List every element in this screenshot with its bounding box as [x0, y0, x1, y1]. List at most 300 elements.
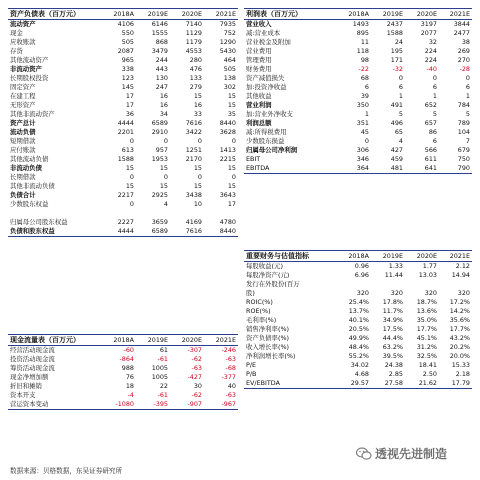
cell-value: 15 — [193, 92, 202, 101]
year-header: 2018A — [338, 251, 371, 262]
row-label: 每股收益(元) — [246, 262, 283, 271]
cell-value: 2477 — [453, 29, 470, 38]
cell-value: 8440 — [219, 119, 236, 128]
cell-value: 34 — [159, 110, 168, 119]
cell-value: 566 — [424, 146, 437, 155]
cell-value: 2170 — [185, 155, 202, 164]
cell-value: 1251 — [185, 146, 202, 155]
cell-value: 104 — [457, 128, 470, 137]
row-label: 减:所得税费用 — [246, 128, 287, 137]
cell-value: 38 — [461, 38, 470, 47]
cell-value: 30 — [193, 382, 202, 391]
cell-value: 641 — [405, 164, 439, 174]
table-row — [244, 56, 472, 65]
cell-value: 4553 — [185, 47, 202, 56]
row-label: 资产总计 — [10, 119, 36, 128]
row-label: 经营活动现金流 — [10, 346, 55, 355]
cell-value: 35 — [227, 110, 236, 119]
table-row — [8, 191, 238, 200]
row-label: 毛利率(%) — [246, 316, 277, 325]
table-row — [8, 364, 238, 373]
table-row — [8, 128, 238, 137]
year-header: 2020E — [405, 9, 439, 20]
table-row — [8, 83, 238, 92]
table-row — [8, 47, 238, 56]
year-header: 2018A — [104, 335, 136, 346]
cell-value: 98 — [360, 56, 369, 65]
row-label: 营业利润 — [246, 101, 272, 110]
cell-value: 790 — [439, 164, 472, 174]
cell-value: -63 — [225, 355, 236, 364]
cell-value: 18.41 — [418, 361, 437, 370]
table-row — [244, 101, 472, 110]
cell-value: 20.5% — [348, 325, 369, 334]
cell-value — [170, 209, 204, 218]
table-row — [8, 92, 238, 101]
cell-value: 5 — [398, 110, 403, 119]
cell-value: 4169 — [185, 218, 202, 227]
table-row — [8, 74, 238, 83]
cell-value — [405, 280, 439, 289]
cell-value: 0 — [465, 74, 470, 83]
cell-value: 1 — [364, 110, 369, 119]
table-row — [244, 119, 472, 128]
table-row — [244, 128, 472, 137]
row-label: 其他非流动负债 — [10, 182, 55, 191]
cell-value: 279 — [189, 83, 202, 92]
cell-value: 351 — [356, 119, 369, 128]
table-row — [8, 200, 238, 209]
cell-value: 11 — [360, 38, 369, 47]
row-label: 发行在外股份(百万 — [246, 280, 300, 289]
table-row — [244, 307, 472, 316]
cell-value: 3197 — [420, 20, 437, 29]
cell-value: 17.2% — [449, 298, 470, 307]
cell-value: 0 — [398, 74, 403, 83]
cell-value: 63.2% — [382, 343, 403, 352]
cell-value: 45 — [360, 128, 369, 137]
cell-value: 27.58 — [371, 379, 405, 389]
table-row — [244, 83, 472, 92]
cell-value: 5 — [432, 110, 437, 119]
watermark-text: 透视先进制造 — [375, 447, 448, 461]
year-header: 2018A — [338, 9, 371, 20]
cell-value: 1588 — [386, 29, 403, 38]
cell-value: 868 — [155, 38, 168, 47]
cell-value: 32.5% — [416, 352, 437, 361]
cell-value: 17.79 — [439, 379, 472, 389]
cell-value: 3422 — [185, 128, 202, 137]
cell-value: 17 — [227, 200, 236, 209]
cell-value: 752 — [223, 29, 236, 38]
cell-value: 86 — [428, 128, 437, 137]
cell-value: -307 — [187, 346, 202, 355]
cell-value: 4 — [163, 200, 168, 209]
cell-value: -395 — [136, 400, 170, 410]
cell-value: 320 — [424, 289, 437, 298]
cell-value: 1290 — [219, 38, 236, 47]
cell-value: 15 — [125, 182, 134, 191]
table-row — [244, 110, 472, 119]
cell-value: 4780 — [219, 218, 236, 227]
cell-value — [338, 280, 371, 289]
cell-value: 2.12 — [455, 262, 470, 271]
table-row — [8, 391, 238, 400]
cell-value: 22 — [159, 382, 168, 391]
cell-value: 2.18 — [455, 370, 470, 379]
table-row — [244, 92, 472, 101]
cell-value: 15 — [227, 182, 236, 191]
cell-value: 1.77 — [422, 262, 437, 271]
cell-value: 0 — [231, 173, 236, 182]
cell-value: 11.7% — [382, 307, 403, 316]
row-label: 其他收益 — [246, 92, 272, 101]
row-label: 长期股权投资 — [10, 74, 49, 83]
cell-value: 39.5% — [382, 352, 403, 361]
financial-ratios-table — [244, 250, 472, 389]
row-label: EV/EBITDA — [244, 379, 338, 389]
cell-value: 652 — [424, 101, 437, 110]
cell-value: 3844 — [453, 20, 470, 29]
cash-flow-table — [8, 334, 238, 410]
table-row — [8, 373, 238, 382]
wechat-icon — [356, 447, 372, 461]
ratios-header — [244, 251, 472, 262]
cell-value: 17.8% — [382, 298, 403, 307]
cell-value: 17.7% — [416, 325, 437, 334]
cell-value: 2437 — [386, 20, 403, 29]
cell-value: 270 — [457, 56, 470, 65]
cell-value: 443 — [155, 65, 168, 74]
cell-value: 17 — [125, 92, 134, 101]
cell-value: 2217 — [117, 191, 134, 200]
cell-value: 3479 — [151, 47, 168, 56]
cell-value: 7616 — [170, 227, 204, 237]
cell-value: 1 — [432, 92, 437, 101]
cell-value: 505 — [121, 38, 134, 47]
table-row — [244, 325, 472, 334]
cell-value: 133 — [189, 74, 202, 83]
cell-value: 2227 — [117, 218, 134, 227]
cell-value: 18.7% — [416, 298, 437, 307]
cell-value: 302 — [223, 83, 236, 92]
cell-value: -62 — [191, 391, 202, 400]
cell-value: 224 — [424, 56, 437, 65]
cell-value: 459 — [390, 155, 403, 164]
row-label: P/B — [246, 370, 257, 379]
cell-value: -60 — [123, 346, 134, 355]
cell-value — [104, 209, 136, 218]
cell-value: 32 — [428, 38, 437, 47]
row-label: 归属母公司净利润 — [246, 146, 298, 155]
cell-value: 138 — [223, 74, 236, 83]
cell-value: -377 — [221, 373, 236, 382]
row-label: 少数股东权益 — [10, 200, 49, 209]
cell-value: 269 — [457, 47, 470, 56]
cell-value: 306 — [356, 146, 369, 155]
row-label: 现金净增加额 — [10, 373, 49, 382]
ratios-title: 重要财务与估值指标 — [244, 251, 338, 262]
cell-value: 25.4% — [348, 298, 369, 307]
cell-value: 0 — [129, 137, 134, 146]
cell-value: 2215 — [219, 155, 236, 164]
cell-value: 7935 — [219, 20, 236, 29]
table-row — [244, 352, 472, 361]
table-row — [244, 262, 472, 272]
watermark — [356, 445, 447, 462]
cell-value: 611 — [424, 155, 437, 164]
cell-value: -62 — [191, 355, 202, 364]
table-row — [8, 173, 238, 182]
cell-value: 4106 — [117, 20, 134, 29]
cell-value: 13.7% — [348, 307, 369, 316]
table-row — [244, 47, 472, 56]
row-label: 每股净资产(元) — [246, 271, 290, 280]
cell-value: 36 — [125, 110, 134, 119]
cell-value: 1005 — [151, 373, 168, 382]
cell-value: -32 — [392, 65, 403, 74]
table-row — [8, 110, 238, 119]
row-label: 负债合计 — [10, 191, 36, 200]
cell-value: 15 — [227, 164, 236, 173]
table-row — [8, 227, 238, 237]
table-row — [244, 343, 472, 352]
cell-value: 33 — [193, 110, 202, 119]
cell-value: 4444 — [104, 227, 136, 237]
cell-value: 657 — [424, 119, 437, 128]
cell-value — [439, 280, 472, 289]
cell-value: 55.2% — [348, 352, 369, 361]
cell-value: 17.7% — [449, 325, 470, 334]
cell-value: 1179 — [185, 38, 202, 47]
cell-value: 957 — [155, 146, 168, 155]
cell-value: 15 — [227, 101, 236, 110]
cell-value: 3628 — [219, 128, 236, 137]
table-row — [8, 155, 238, 164]
cell-value: 965 — [121, 56, 134, 65]
table-row — [8, 218, 238, 227]
row-label: 流动资产 — [10, 20, 36, 29]
cell-value: 0 — [197, 137, 202, 146]
cell-value: 1 — [465, 92, 470, 101]
cell-value: 15 — [159, 182, 168, 191]
table-row — [8, 182, 238, 191]
row-label: 营业收入 — [246, 20, 272, 29]
cell-value: 48.4% — [348, 343, 369, 352]
row-label: 营业税金及附加 — [246, 38, 291, 47]
cell-value: 35.0% — [416, 316, 437, 325]
cell-value: 16 — [193, 101, 202, 110]
cell-value: 18 — [125, 382, 134, 391]
row-label: 加:投资净收益 — [246, 83, 287, 92]
cashflow-title: 现金流量表（百万元） — [8, 335, 104, 346]
row-label: EBIT — [246, 155, 261, 164]
cell-value: 4.68 — [354, 370, 369, 379]
table-row — [244, 155, 472, 164]
cell-value: -864 — [119, 355, 134, 364]
cell-value: 1493 — [352, 20, 369, 29]
cell-value: -907 — [170, 400, 204, 410]
balance-title: 资产负债表（百万元） — [8, 9, 104, 20]
data-source-note: 数据来源：贝格数据，东吴证券研究所 — [10, 467, 123, 475]
table-row — [244, 38, 472, 47]
row-label: 收入增长率(%) — [246, 343, 290, 352]
year-header: 2019E — [371, 251, 405, 262]
row-label: 应收账款 — [10, 38, 36, 47]
table-row — [8, 65, 238, 74]
table-row — [244, 298, 472, 307]
row-label — [8, 209, 104, 218]
table-row — [8, 346, 238, 356]
cell-value: 3438 — [185, 191, 202, 200]
row-label: 资本开支 — [10, 391, 36, 400]
table-row — [244, 74, 472, 83]
table-row — [244, 370, 472, 379]
cell-value: -61 — [157, 355, 168, 364]
cell-value: 0 — [129, 173, 134, 182]
row-label: EBITDA — [244, 164, 338, 174]
cell-value: 5 — [465, 110, 470, 119]
cell-value: 320 — [390, 289, 403, 298]
row-label: 营业费用 — [246, 47, 272, 56]
cell-value: 16 — [159, 101, 168, 110]
cell-value: 40 — [227, 382, 236, 391]
cell-value: 6 — [398, 83, 403, 92]
cell-value: 6 — [432, 137, 437, 146]
cell-value: 16 — [159, 92, 168, 101]
row-label: 其他流动负债 — [10, 155, 49, 164]
cell-value: 0 — [432, 74, 437, 83]
cell-value: 2.85 — [388, 370, 403, 379]
table-row — [244, 164, 472, 174]
row-label: 存货 — [10, 47, 23, 56]
table-row — [8, 137, 238, 146]
cell-value: 464 — [223, 56, 236, 65]
cell-value: 61 — [159, 346, 168, 355]
cell-value: 1005 — [151, 364, 168, 373]
row-label: 现金 — [10, 29, 23, 38]
cell-value: -40 — [426, 65, 437, 74]
cell-value: 6146 — [151, 20, 168, 29]
cell-value: 15 — [125, 164, 134, 173]
year-header: 2021E — [439, 9, 472, 20]
table-row — [244, 271, 472, 280]
cell-value: 280 — [189, 56, 202, 65]
row-label: ROIC(%) — [246, 298, 273, 307]
row-label: 减:营业成本 — [246, 29, 281, 38]
cell-value: 14.2% — [449, 307, 470, 316]
cell-value: 2.50 — [422, 370, 437, 379]
cell-value: 0 — [197, 173, 202, 182]
row-label: 资产减值损失 — [246, 74, 285, 83]
row-label: 资产负债率(%) — [246, 334, 290, 343]
cell-value: 65 — [394, 128, 403, 137]
cell-value: 6589 — [151, 119, 168, 128]
cell-value: 0 — [231, 137, 236, 146]
cell-value: 750 — [457, 155, 470, 164]
cell-value: 171 — [390, 56, 403, 65]
cell-value: 1953 — [151, 155, 168, 164]
cell-value: 34.02 — [350, 361, 369, 370]
balance-header — [8, 9, 238, 20]
row-label: 股) — [246, 289, 255, 298]
cell-value: 613 — [121, 146, 134, 155]
cell-value — [204, 209, 238, 218]
cell-value: -427 — [187, 373, 202, 382]
cell-value: 988 — [121, 364, 134, 373]
table-row — [244, 289, 472, 298]
table-row — [244, 137, 472, 146]
cell-value: 7616 — [185, 119, 202, 128]
cell-value: 6 — [465, 83, 470, 92]
year-header: 2019E — [371, 9, 405, 20]
cell-value: 49.9% — [348, 334, 369, 343]
cell-value: -22 — [358, 65, 369, 74]
row-label: 净利润增长率(%) — [246, 352, 296, 361]
cell-value: 2087 — [117, 47, 134, 56]
cell-value: 20.0% — [449, 352, 470, 361]
year-header: 2019E — [136, 335, 170, 346]
cell-value: 8440 — [204, 227, 238, 237]
table-row — [8, 119, 238, 128]
cell-value: 76 — [125, 373, 134, 382]
year-header: 2018A — [104, 9, 136, 20]
cell-value: 2201 — [117, 128, 134, 137]
cell-value: -967 — [204, 400, 238, 410]
row-label: 折旧和摊销 — [10, 382, 42, 391]
cell-value: 40.1% — [348, 316, 369, 325]
table-row — [8, 382, 238, 391]
cell-value: 244 — [155, 56, 168, 65]
cell-value: 15 — [193, 182, 202, 191]
row-label: 短期借款 — [10, 137, 36, 146]
cell-value: 1413 — [219, 146, 236, 155]
cell-value: 5430 — [219, 47, 236, 56]
cell-value: 784 — [457, 101, 470, 110]
cell-value: 2925 — [151, 191, 168, 200]
cell-value: 6589 — [136, 227, 170, 237]
table-row — [244, 361, 472, 370]
cell-value: -63 — [225, 391, 236, 400]
balance-sheet-table — [8, 8, 238, 237]
cell-value: 476 — [189, 65, 202, 74]
year-header: 2020E — [405, 251, 439, 262]
cell-value: 10 — [193, 200, 202, 209]
row-label: 管理费用 — [246, 56, 272, 65]
cell-value: 1555 — [151, 29, 168, 38]
table-row — [244, 280, 472, 289]
cell-value: 7 — [465, 137, 470, 146]
cell-value: 43.2% — [449, 334, 470, 343]
cell-value: 0 — [129, 200, 134, 209]
cell-value: 7140 — [185, 20, 202, 29]
cell-value: 39 — [360, 92, 369, 101]
table-row — [8, 209, 238, 218]
cell-value: 24.38 — [384, 361, 403, 370]
row-label: 非流动负债 — [10, 164, 42, 173]
cell-value: -68 — [225, 364, 236, 373]
cell-value — [371, 280, 405, 289]
year-header: 2020E — [170, 335, 204, 346]
cell-value: 118 — [356, 47, 369, 56]
cell-value: 679 — [457, 146, 470, 155]
cell-value: 3643 — [219, 191, 236, 200]
row-label: 长期借款 — [10, 173, 36, 182]
row-label: 负债和股东权益 — [8, 227, 104, 237]
table-row — [8, 20, 238, 30]
cell-value: 6.96 — [354, 271, 369, 280]
cell-value: 13.6% — [416, 307, 437, 316]
